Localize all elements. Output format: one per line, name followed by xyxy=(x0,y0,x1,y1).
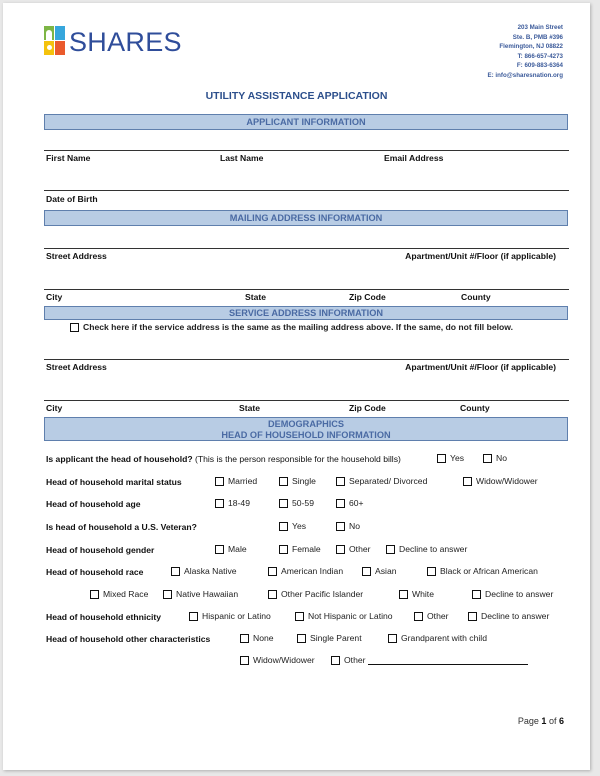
option-label: Widow/Widower xyxy=(253,655,315,665)
brand-name: SHARES xyxy=(69,27,182,57)
gender-option-female[interactable] xyxy=(279,544,321,554)
option-label: Mixed Race xyxy=(103,589,149,599)
head-of-household-question xyxy=(46,454,401,464)
section-demographics xyxy=(44,417,568,441)
option-label: Native Hawaiian xyxy=(176,589,239,599)
mailing-county-input[interactable] xyxy=(461,270,568,288)
mailing-zip-input[interactable] xyxy=(347,270,457,288)
section-mailing-address: MAILING ADDRESS INFORMATION xyxy=(44,210,568,226)
mailing-zip-label: Zip Code xyxy=(349,292,386,302)
same-as-mailing-checkbox[interactable] xyxy=(70,323,79,332)
checkbox[interactable] xyxy=(386,545,395,554)
checkbox[interactable] xyxy=(483,454,492,463)
race-option-alaska-native[interactable] xyxy=(171,566,237,576)
mailing-city-label: City xyxy=(46,292,63,302)
checkbox[interactable] xyxy=(279,499,288,508)
mailing-city-input[interactable] xyxy=(44,270,239,288)
gender-option-male[interactable] xyxy=(215,544,247,554)
option-label: 60+ xyxy=(349,498,364,508)
email-address-label: Email Address xyxy=(384,153,444,163)
head-of-household-option-yes[interactable] xyxy=(437,453,464,463)
mailing-state-input[interactable] xyxy=(243,270,343,288)
service-county-input[interactable] xyxy=(461,381,568,399)
option-label: Other xyxy=(344,655,366,665)
field-line xyxy=(44,400,569,401)
service-city-input[interactable] xyxy=(44,381,234,399)
option-label: 50-59 xyxy=(292,498,314,508)
veteran-option-no[interactable] xyxy=(336,521,360,531)
age-option-60-plus[interactable] xyxy=(336,498,364,508)
option-label: Alaska Native xyxy=(184,566,237,576)
mailing-street-address-label: Street Address xyxy=(46,251,107,261)
checkbox[interactable] xyxy=(240,634,249,643)
page-current: 1 xyxy=(541,716,547,726)
option-label: No xyxy=(349,521,360,531)
marital-status-label: Head of household marital status xyxy=(46,477,182,487)
mailing-street-input[interactable] xyxy=(44,229,374,247)
head-of-household-note: (This is the person responsible for the household bills) xyxy=(194,454,401,464)
option-label: Other Pacific Islander xyxy=(281,589,364,599)
race-option-asian[interactable] xyxy=(362,566,397,576)
race-option-other-pacific-islander[interactable] xyxy=(268,589,363,599)
characteristics-option-single-parent[interactable] xyxy=(297,633,362,643)
option-label: Single xyxy=(292,476,316,486)
checkbox[interactable] xyxy=(463,477,472,486)
race-option-american-indian[interactable] xyxy=(268,566,343,576)
date-of-birth-input[interactable] xyxy=(44,171,568,189)
race-option-decline[interactable] xyxy=(472,589,553,599)
age-option-50-59[interactable] xyxy=(279,498,314,508)
option-label: Hispanic or Latino xyxy=(202,611,271,621)
race-option-white[interactable] xyxy=(399,589,434,599)
service-zip-input[interactable] xyxy=(347,381,457,399)
checkbox[interactable] xyxy=(297,634,306,643)
wifi-icon xyxy=(55,41,65,55)
race-option-native-hawaiian[interactable] xyxy=(163,589,238,599)
same-as-mailing-label: Check here if the service address is the same as the mailing address above. If the same, do not fill below. xyxy=(83,322,513,332)
age-option-18-49[interactable] xyxy=(215,498,250,508)
checkbox[interactable] xyxy=(279,477,288,486)
checkbox[interactable] xyxy=(215,545,224,554)
checkbox[interactable] xyxy=(388,634,397,643)
field-line xyxy=(44,359,569,360)
shares-logo-icon xyxy=(44,26,65,55)
option-label: Single Parent xyxy=(310,633,362,643)
ethnicity-label: Head of household ethnicity xyxy=(46,612,162,622)
checkbox[interactable] xyxy=(268,590,277,599)
option-label: 18-49 xyxy=(228,498,250,508)
checkbox[interactable] xyxy=(362,567,371,576)
section-applicant-information: APPLICANT INFORMATION xyxy=(44,114,568,130)
page-total: 6 xyxy=(558,716,564,726)
field-line xyxy=(44,190,569,191)
service-city-label: City xyxy=(46,403,63,413)
page-prefix: Page xyxy=(517,716,539,726)
ethnicity-option-hispanic-latino[interactable] xyxy=(189,611,271,621)
head-of-household-option-no[interactable] xyxy=(483,453,507,463)
email-address-input[interactable] xyxy=(382,133,568,149)
first-name-input[interactable] xyxy=(44,133,214,149)
demographics-title: DEMOGRAPHICS xyxy=(267,419,345,429)
service-county-label: County xyxy=(460,403,490,413)
service-state-label: State xyxy=(239,403,261,413)
checkbox[interactable] xyxy=(240,656,249,665)
option-label: Decline to answer xyxy=(485,589,554,599)
mailing-apartment-input[interactable] xyxy=(378,229,568,247)
checkbox[interactable] xyxy=(215,499,224,508)
ethnicity-option-other[interactable] xyxy=(414,611,449,621)
mailing-state-label: State xyxy=(245,292,267,302)
marital-option-single[interactable] xyxy=(279,476,316,486)
service-apartment-label: Apartment/Unit #/Floor (if applicable) xyxy=(405,362,556,372)
other-characteristics-label: Head of household other characteristics xyxy=(46,634,211,644)
option-label: Decline to answer xyxy=(481,611,550,621)
marital-option-separated-divorced[interactable] xyxy=(336,476,427,486)
option-label: Female xyxy=(292,544,321,554)
checkbox[interactable] xyxy=(90,590,99,599)
mailing-apartment-label: Apartment/Unit #/Floor (if applicable) xyxy=(405,251,556,261)
age-label: Head of household age xyxy=(46,499,141,509)
marital-option-widow-widower[interactable] xyxy=(463,476,538,486)
option-label: Other xyxy=(427,611,449,621)
ethnicity-option-not-hispanic-latino[interactable] xyxy=(295,611,393,621)
characteristics-option-none[interactable] xyxy=(240,633,274,643)
section-service-address: SERVICE ADDRESS INFORMATION xyxy=(44,306,568,320)
gender-label: Head of household gender xyxy=(46,545,155,555)
wind-icon xyxy=(55,26,65,40)
ethnicity-option-decline[interactable] xyxy=(468,611,549,621)
field-line xyxy=(44,248,569,249)
option-label: None xyxy=(253,633,274,643)
field-line xyxy=(44,289,569,290)
marital-option-married[interactable] xyxy=(215,476,257,486)
same-as-mailing-option[interactable] xyxy=(70,322,513,332)
checkbox[interactable] xyxy=(268,567,277,576)
email-link[interactable]: E: info@sharesnation.org xyxy=(487,71,563,79)
option-label: Yes xyxy=(292,521,307,531)
characteristics-option-other[interactable] xyxy=(331,655,528,665)
house-icon xyxy=(44,26,54,40)
checkbox[interactable] xyxy=(336,522,345,531)
sun-icon xyxy=(44,41,54,55)
checkbox[interactable] xyxy=(336,477,345,486)
first-name-label: First Name xyxy=(46,153,91,163)
characteristics-option-widow-widower[interactable] xyxy=(240,655,315,665)
option-label: Other xyxy=(349,544,371,554)
address-line: Ste. B, PMB #396 xyxy=(512,33,563,41)
checkbox[interactable] xyxy=(295,612,304,621)
characteristics-other-input[interactable] xyxy=(368,655,528,665)
checkbox[interactable] xyxy=(468,612,477,621)
option-label: Widow/Widower xyxy=(476,476,538,486)
service-apartment-input[interactable] xyxy=(378,341,568,359)
characteristics-option-grandparent[interactable] xyxy=(388,633,487,643)
checkbox[interactable] xyxy=(215,477,224,486)
head-of-household-label: Is applicant the head of household? xyxy=(46,454,193,464)
checkbox[interactable] xyxy=(437,454,446,463)
gender-option-decline[interactable] xyxy=(386,544,467,554)
option-label: White xyxy=(412,589,434,599)
option-label: Decline to answer xyxy=(399,544,468,554)
gender-option-other[interactable] xyxy=(336,544,371,554)
checkbox[interactable] xyxy=(163,590,172,599)
option-label: Not Hispanic or Latino xyxy=(308,611,393,621)
org-address xyxy=(488,23,563,81)
option-label: Black or African American xyxy=(440,566,538,576)
option-label: American Indian xyxy=(281,566,344,576)
phone: T: 866-657-4273 xyxy=(517,52,563,60)
checkbox[interactable] xyxy=(399,590,408,599)
checkbox[interactable] xyxy=(414,612,423,621)
checkbox[interactable] xyxy=(472,590,481,599)
option-label: Grandparent with child xyxy=(401,633,487,643)
fax: F: 609-883-6364 xyxy=(516,62,563,70)
checkbox[interactable] xyxy=(171,567,180,576)
document-title: UTILITY ASSISTANCE APPLICATION xyxy=(205,90,388,102)
service-zip-label: Zip Code xyxy=(349,403,386,413)
option-label: Yes xyxy=(450,453,465,463)
checkbox[interactable] xyxy=(336,499,345,508)
address-line: 203 Main Street xyxy=(517,24,563,31)
page-number xyxy=(518,716,564,726)
checkbox[interactable] xyxy=(189,612,198,621)
address-line: Flemington, NJ 08822 xyxy=(499,43,563,51)
checkbox[interactable] xyxy=(331,656,340,665)
page-of: of xyxy=(548,716,557,726)
checkbox[interactable] xyxy=(336,545,345,554)
checkbox[interactable] xyxy=(427,567,436,576)
field-line xyxy=(44,150,569,151)
veteran-option-yes[interactable] xyxy=(279,521,306,531)
option-label: Male xyxy=(228,544,247,554)
option-label: Separated/ Divorced xyxy=(349,476,428,486)
mailing-county-label: County xyxy=(461,292,491,302)
checkbox[interactable] xyxy=(279,545,288,554)
option-label: Asian xyxy=(375,566,397,576)
race-option-black-african-american[interactable] xyxy=(427,566,538,576)
document-page xyxy=(3,3,590,770)
option-label: Married xyxy=(228,476,258,486)
last-name-input[interactable] xyxy=(218,133,378,149)
date-of-birth-label: Date of Birth xyxy=(46,194,98,204)
race-option-mixed-race[interactable] xyxy=(90,589,148,599)
option-label: No xyxy=(496,453,507,463)
veteran-label: Is head of household a U.S. Veteran? xyxy=(46,522,197,532)
last-name-label: Last Name xyxy=(220,153,264,163)
checkbox[interactable] xyxy=(279,522,288,531)
service-state-input[interactable] xyxy=(238,381,343,399)
head-of-household-title: HEAD OF HOUSEHOLD INFORMATION xyxy=(221,429,391,440)
service-street-input[interactable] xyxy=(44,341,374,359)
service-street-address-label: Street Address xyxy=(46,362,107,372)
race-label: Head of household race xyxy=(46,567,144,577)
